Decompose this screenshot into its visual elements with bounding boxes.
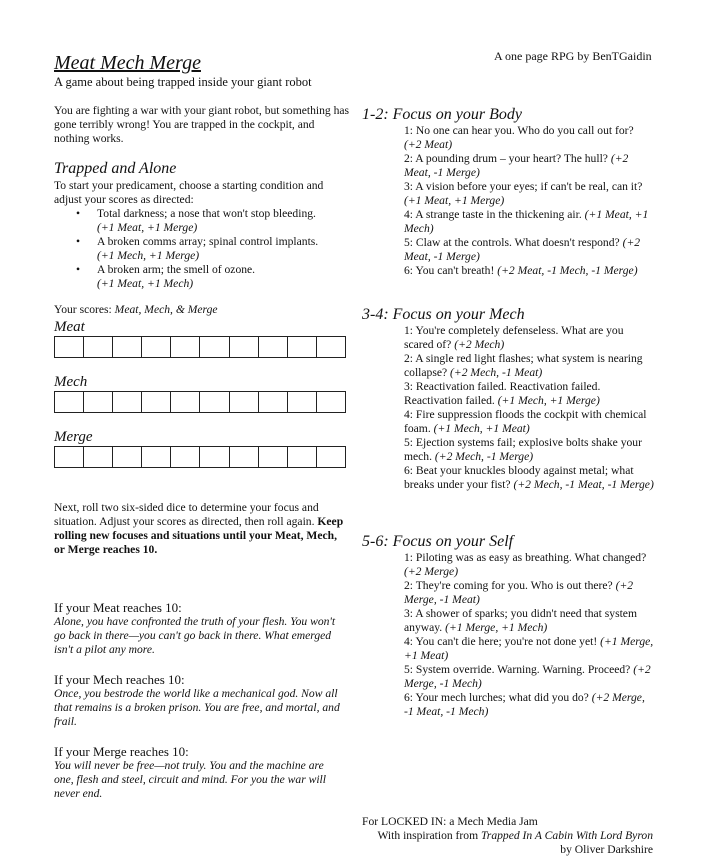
focus-heading-body: 1-2: Focus on your Body <box>362 106 522 123</box>
score-box[interactable] <box>230 337 259 357</box>
score-box[interactable] <box>113 447 142 467</box>
scores-label: Your scores: Meat, Mech, & Merge <box>54 303 218 316</box>
ending-text: Once, you bestrode the world like a mechanical god. Now all that remains is a broken prison. You are free, and mortal, and frail. <box>54 687 340 728</box>
score-box[interactable] <box>84 337 113 357</box>
score-box[interactable] <box>317 337 345 357</box>
ending-heading: If your Merge reaches 10: <box>54 744 189 759</box>
score-box[interactable] <box>259 337 288 357</box>
starting-condition: • A broken comms array; spinal control implants. (+1 Mech, +1 Merge) <box>54 235 350 263</box>
ending-heading: If your Meat reaches 10: <box>54 600 182 615</box>
rolling-instructions: Next, roll two six-sided dice to determine your focus and situation. Adjust your scores as directed, then roll again. Keep rolling new focuses and situations until your Meat, Mech, or Merge reaches 10. <box>54 501 344 556</box>
byline: A one page RPG by BenTGaidin <box>494 49 652 63</box>
score-box[interactable] <box>317 447 345 467</box>
score-box[interactable] <box>230 447 259 467</box>
focus-item: 5: Ejection systems fail; explosive bolts shake your mech. (+2 Mech, -1 Merge) <box>404 436 642 463</box>
focus-item: 6: You can't breath! (+2 Meat, -1 Mech, -1 Merge) <box>404 264 638 277</box>
ending-text: You will never be free—not truly. You and the machine are one, flesh and steel, circuit and mind. For you the war will never end. <box>54 759 326 800</box>
mech-score-track[interactable] <box>54 391 346 413</box>
score-box[interactable] <box>142 337 171 357</box>
ending-heading: If your Mech reaches 10: <box>54 672 185 687</box>
score-box[interactable] <box>200 447 229 467</box>
focus-heading-self: 5-6: Focus on your Self <box>362 533 514 550</box>
focus-item: 5: System override. Warning. Warning. Proceed? (+2 Merge, -1 Mech) <box>404 663 651 690</box>
focus-list-body <box>362 124 654 278</box>
score-box[interactable] <box>288 392 317 412</box>
score-box[interactable] <box>230 392 259 412</box>
focus-item: 6: Beat your knuckles bloody against metal; what breaks under your fist? (+2 Mech, -1 Meat, -1 Merge) <box>404 464 654 491</box>
score-box[interactable] <box>288 337 317 357</box>
page-title: Meat Mech Merge <box>54 52 201 74</box>
focus-list-mech <box>362 324 654 492</box>
focus-item: 1: You're completely defenseless. What are you scared of? (+2 Mech) <box>404 324 624 351</box>
score-box[interactable] <box>113 337 142 357</box>
mech-track-label: Mech <box>54 374 88 390</box>
page-subtitle: A game about being trapped inside your giant robot <box>54 75 312 89</box>
score-box[interactable] <box>113 392 142 412</box>
credits-inspiration: With inspiration from Trapped In A Cabin With Lord Byron <box>377 829 653 842</box>
score-box[interactable] <box>200 392 229 412</box>
focus-item: 3: A shower of sparks; you didn't need that system anyway. (+1 Merge, +1 Mech) <box>404 607 637 634</box>
score-box[interactable] <box>171 337 200 357</box>
focus-item: 2: A pounding drum – your heart? The hull? (+2 Meat, -1 Merge) <box>404 152 629 179</box>
meat-track-label: Meat <box>54 319 85 335</box>
starting-conditions-list <box>54 207 350 291</box>
score-box[interactable] <box>55 337 84 357</box>
score-box[interactable] <box>288 447 317 467</box>
score-box[interactable] <box>317 392 345 412</box>
score-box[interactable] <box>259 447 288 467</box>
merge-track-label: Merge <box>54 429 93 445</box>
intro-paragraph: You are fighting a war with your giant robot, but something has gone terribly wrong! You are trapped in the cockpit, and nothing works. <box>54 104 350 145</box>
merge-score-track[interactable] <box>54 446 346 468</box>
focus-item: 6: Your mech lurches; what did you do? (+2 Merge, -1 Meat, -1 Mech) <box>404 691 645 718</box>
score-box[interactable] <box>142 392 171 412</box>
focus-item: 4: You can't die here; you're not done yet! (+1 Merge, +1 Meat) <box>404 635 654 662</box>
ending-text: Alone, you have confronted the truth of your flesh. You won't go back in there—you can't go back in there. What emerged isn't a pilot any more. <box>54 615 336 656</box>
score-box[interactable] <box>84 392 113 412</box>
meat-score-track[interactable] <box>54 336 346 358</box>
focus-item: 3: A vision before your eyes; if can't be real, can it? (+1 Meat, +1 Merge) <box>404 180 643 207</box>
score-box[interactable] <box>55 392 84 412</box>
score-box[interactable] <box>142 447 171 467</box>
focus-item: 4: Fire suppression floods the cockpit with chemical foam. (+1 Mech, +1 Meat) <box>404 408 647 435</box>
focus-heading-mech: 3-4: Focus on your Mech <box>362 306 525 323</box>
score-box[interactable] <box>200 337 229 357</box>
score-box[interactable] <box>55 447 84 467</box>
starting-condition: • Total darkness; a nose that won't stop bleeding. (+1 Meat, +1 Merge) <box>54 207 350 235</box>
focus-item: 5: Claw at the controls. What doesn't respond? (+2 Meat, -1 Merge) <box>404 236 641 263</box>
score-box[interactable] <box>259 392 288 412</box>
credits-jam: For LOCKED IN: a Mech Media Jam <box>362 815 538 828</box>
credits-author: by Oliver Darkshire <box>560 843 653 856</box>
focus-item: 2: They're coming for you. Who is out there? (+2 Merge, -1 Meat) <box>404 579 634 606</box>
focus-item: 1: Piloting was as easy as breathing. What changed? (+2 Merge) <box>404 551 647 578</box>
score-box[interactable] <box>84 447 113 467</box>
focus-item: 1: No one can hear you. Who do you call out for? (+2 Meat) <box>404 124 634 151</box>
trapped-text: To start your predicament, choose a starting condition and adjust your scores as directed: <box>54 179 324 206</box>
focus-item: 3: Reactivation failed. Reactivation failed. Reactivation failed. (+1 Mech, +1 Merge) <box>404 380 601 407</box>
starting-condition: • A broken arm; the smell of ozone. (+1 Meat, +1 Mech) <box>54 263 350 291</box>
focus-item: 2: A single red light flashes; what system is nearing collapse? (+2 Mech, -1 Meat) <box>404 352 643 379</box>
score-box[interactable] <box>171 447 200 467</box>
trapped-heading: Trapped and Alone <box>54 160 177 177</box>
score-box[interactable] <box>171 392 200 412</box>
focus-item: 4: A strange taste in the thickening air. (+1 Meat, +1 Mech) <box>404 208 649 235</box>
focus-list-self <box>362 551 654 719</box>
